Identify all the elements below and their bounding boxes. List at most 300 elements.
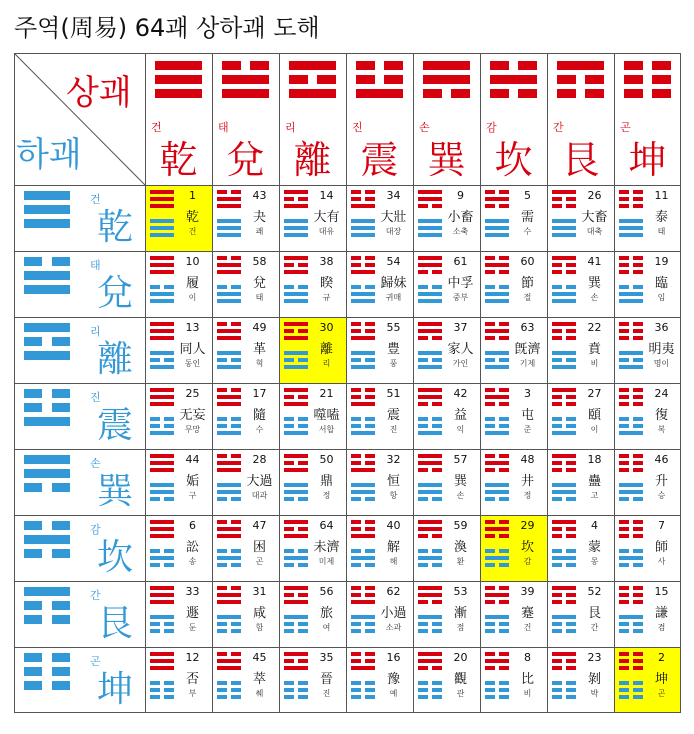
- hexagram-name: 旅: [319, 606, 333, 621]
- hexagram-number: 22: [587, 321, 602, 334]
- lower-trigram-symbol: [150, 417, 174, 435]
- lower-trigram-symbol: [24, 521, 70, 558]
- hexagram-korean: 태: [657, 227, 666, 236]
- hexagram-korean: 준: [523, 425, 532, 434]
- hexagram-number: 47: [252, 519, 267, 532]
- hexagram-cell: [480, 647, 547, 713]
- hexagram-cell: [279, 581, 346, 647]
- upper-trigram-symbol: [150, 256, 174, 274]
- trigram-hanja-label: 坤: [96, 669, 133, 710]
- upper-trigram-symbol: [222, 61, 269, 98]
- upper-trigram-symbol: [284, 520, 308, 538]
- hexagram-name: 坤: [654, 672, 668, 687]
- hexagram-korean: 소축: [452, 227, 469, 236]
- hexagram-number: 56: [319, 585, 334, 598]
- lower-trigram-symbol: [619, 417, 643, 435]
- upper-trigram-symbol: [150, 322, 174, 340]
- hexagram-number: 19: [654, 255, 669, 268]
- row-header-2: [14, 251, 145, 317]
- hexagram-korean: 비: [523, 689, 532, 698]
- hexagram-korean: 관: [456, 689, 465, 698]
- trigram-korean-label: 건: [151, 121, 162, 134]
- lower-trigram-symbol: [485, 681, 509, 699]
- lower-trigram-symbol: [418, 285, 442, 303]
- hexagram-name: 否: [185, 672, 199, 687]
- hexagram-cell: [480, 317, 547, 383]
- hexagram-cell: [212, 185, 279, 251]
- trigram-korean-label: 감: [90, 523, 101, 536]
- hexagram-number: 64: [319, 519, 334, 532]
- upper-trigram-symbol: [284, 388, 308, 406]
- upper-trigram-symbol: [423, 61, 470, 98]
- hexagram-name: 解: [386, 540, 400, 555]
- hexagram-name: 觀: [453, 672, 467, 687]
- lower-trigram-symbol: [552, 549, 576, 567]
- hexagram-number: 23: [587, 651, 602, 664]
- hexagram-korean: 구: [188, 491, 197, 500]
- hexagram-name: 晉: [319, 672, 333, 687]
- upper-trigram-symbol: [217, 652, 241, 670]
- trigram-korean-label: 리: [90, 325, 101, 338]
- hexagram-korean: 예: [389, 689, 398, 698]
- grid-line: [14, 581, 681, 582]
- hexagram-cell: [279, 515, 346, 581]
- hexagram-number: 29: [520, 519, 535, 532]
- hexagram-cell: [614, 449, 681, 515]
- corner-lower-label: 하괘: [16, 135, 82, 175]
- hexagram-name: 夬: [252, 210, 266, 225]
- hexagram-number: 30: [319, 321, 334, 334]
- hexagram-korean: 혁: [255, 359, 264, 368]
- hexagram-cell: [547, 515, 614, 581]
- hexagram-number: 8: [524, 651, 531, 664]
- upper-trigram-symbol: [150, 388, 174, 406]
- upper-trigram-symbol: [418, 190, 442, 208]
- hexagram-cell: [145, 317, 212, 383]
- hexagram-number: 38: [319, 255, 334, 268]
- hexagram-name: 鼎: [319, 474, 333, 489]
- hexagram-number: 6: [189, 519, 196, 532]
- hexagram-number: 1: [189, 189, 196, 202]
- hexagram-number: 57: [453, 453, 468, 466]
- hexagram-number: 17: [252, 387, 267, 400]
- hexagram-number: 24: [654, 387, 669, 400]
- hexagram-name: 旣濟: [514, 342, 541, 357]
- hexagram-number: 9: [457, 189, 464, 202]
- hexagram-name: 小過: [380, 606, 407, 621]
- grid-line: [14, 317, 681, 318]
- hexagram-name: 明夷: [648, 342, 675, 357]
- hexagram-cell: [279, 383, 346, 449]
- hexagram-number: 52: [587, 585, 602, 598]
- trigram-korean-label: 간: [90, 589, 101, 602]
- lower-trigram-symbol: [24, 323, 70, 360]
- trigram-hanja-label: 乾: [159, 138, 198, 182]
- hexagram-korean: 몽: [590, 557, 599, 566]
- trigram-hanja-label: 震: [360, 138, 399, 182]
- lower-trigram-symbol: [619, 681, 643, 699]
- upper-trigram-symbol: [284, 586, 308, 604]
- hexagram-number: 20: [453, 651, 468, 664]
- hexagram-korean: 간: [590, 623, 599, 632]
- lower-trigram-symbol: [351, 417, 375, 435]
- hexagram-cell: [346, 449, 413, 515]
- upper-trigram-symbol: [485, 520, 509, 538]
- lower-trigram-symbol: [418, 615, 442, 633]
- hexagram-cell: [145, 647, 212, 713]
- grid-line: [14, 251, 681, 252]
- hexagram-number: 15: [654, 585, 669, 598]
- upper-trigram-symbol: [418, 652, 442, 670]
- hexagram-number: 55: [386, 321, 401, 334]
- hexagram-cell: [346, 383, 413, 449]
- upper-trigram-symbol: [418, 586, 442, 604]
- row-header-6: [14, 515, 145, 581]
- hexagram-number: 14: [319, 189, 334, 202]
- hexagram-number: 42: [453, 387, 468, 400]
- lower-trigram-symbol: [217, 351, 241, 369]
- lower-trigram-symbol: [552, 417, 576, 435]
- upper-trigram-symbol: [356, 61, 403, 98]
- hexagram-number: 13: [185, 321, 200, 334]
- hexagram-name: 節: [520, 276, 534, 291]
- hexagram-name: 漸: [453, 606, 467, 621]
- hexagram-table: [14, 53, 681, 709]
- hexagram-cell: [547, 581, 614, 647]
- upper-trigram-symbol: [619, 652, 643, 670]
- hexagram-cell: [614, 251, 681, 317]
- upper-trigram-symbol: [351, 388, 375, 406]
- hexagram-name: 乾: [185, 210, 199, 225]
- upper-trigram-symbol: [284, 652, 308, 670]
- upper-trigram-symbol: [150, 586, 174, 604]
- upper-trigram-symbol: [150, 652, 174, 670]
- hexagram-cell: [413, 185, 480, 251]
- hexagram-cell: [279, 317, 346, 383]
- upper-trigram-symbol: [150, 454, 174, 472]
- hexagram-cell: [547, 383, 614, 449]
- trigram-korean-label: 손: [90, 457, 101, 470]
- hexagram-korean: 고: [590, 491, 599, 500]
- lower-trigram-symbol: [351, 483, 375, 501]
- hexagram-korean: 비: [590, 359, 599, 368]
- lower-trigram-symbol: [217, 219, 241, 237]
- hexagram-name: 巽: [453, 474, 467, 489]
- lower-trigram-symbol: [150, 351, 174, 369]
- hexagram-korean: 곤: [255, 557, 264, 566]
- upper-trigram-symbol: [418, 388, 442, 406]
- hexagram-name: 升: [654, 474, 668, 489]
- hexagram-number: 28: [252, 453, 267, 466]
- hexagram-number: 45: [252, 651, 267, 664]
- hexagram-cell: [480, 383, 547, 449]
- hexagram-name: 剝: [587, 672, 601, 687]
- hexagram-korean: 풍: [389, 359, 398, 368]
- hexagram-number: 25: [185, 387, 200, 400]
- hexagram-korean: 점: [456, 623, 465, 632]
- upper-trigram-symbol: [284, 256, 308, 274]
- upper-trigram-symbol: [485, 322, 509, 340]
- upper-trigram-symbol: [351, 256, 375, 274]
- upper-trigram-symbol: [155, 61, 202, 98]
- hexagram-korean: 무망: [184, 425, 201, 434]
- hexagram-cell: [145, 515, 212, 581]
- hexagram-number: 37: [453, 321, 468, 334]
- hexagram-number: 11: [654, 189, 669, 202]
- lower-trigram-symbol: [351, 285, 375, 303]
- lower-trigram-symbol: [217, 417, 241, 435]
- trigram-hanja-label: 離: [293, 138, 332, 182]
- lower-trigram-symbol: [284, 285, 308, 303]
- hexagram-cell: [614, 317, 681, 383]
- hexagram-cell: [279, 251, 346, 317]
- hexagram-number: 16: [386, 651, 401, 664]
- hexagram-korean: 손: [590, 293, 599, 302]
- trigram-hanja-label: 艮: [561, 138, 600, 182]
- row-header-8: [14, 647, 145, 713]
- hexagram-name: 困: [252, 540, 266, 555]
- hexagram-name: 豊: [386, 342, 400, 357]
- hexagram-number: 33: [185, 585, 200, 598]
- trigram-korean-label: 진: [90, 391, 101, 404]
- hexagram-korean: 여: [322, 623, 331, 632]
- hexagram-name: 賁: [587, 342, 601, 357]
- column-header-2: [212, 53, 279, 185]
- upper-trigram-symbol: [552, 322, 576, 340]
- hexagram-cell: [413, 251, 480, 317]
- trigram-korean-label: 진: [352, 121, 363, 134]
- hexagram-korean: 수: [255, 425, 264, 434]
- lower-trigram-symbol: [284, 351, 308, 369]
- hexagram-cell: [279, 647, 346, 713]
- upper-trigram-symbol: [552, 520, 576, 538]
- hexagram-cell: [212, 317, 279, 383]
- trigram-korean-label: 태: [90, 259, 101, 272]
- hexagram-cell: [547, 185, 614, 251]
- lower-trigram-symbol: [284, 549, 308, 567]
- upper-trigram-symbol: [490, 61, 537, 98]
- row-header-5: [14, 449, 145, 515]
- lower-trigram-symbol: [150, 219, 174, 237]
- hexagram-name: 噬嗑: [313, 408, 340, 423]
- trigram-hanja-label: 坎: [494, 138, 533, 182]
- hexagram-name: 未濟: [313, 540, 340, 555]
- trigram-hanja-label: 乾: [96, 207, 133, 248]
- upper-trigram-symbol: [552, 190, 576, 208]
- lower-trigram-symbol: [418, 417, 442, 435]
- hexagram-cell: [614, 581, 681, 647]
- trigram-hanja-label: 艮: [96, 603, 133, 644]
- hexagram-cell: [145, 251, 212, 317]
- hexagram-cell: [413, 647, 480, 713]
- hexagram-name: 歸妹: [380, 276, 407, 291]
- trigram-hanja-label: 震: [96, 405, 133, 446]
- hexagram-name: 臨: [654, 276, 668, 291]
- hexagram-name: 師: [654, 540, 668, 555]
- hexagram-name: 蹇: [520, 606, 534, 621]
- hexagram-korean: 건: [523, 623, 532, 632]
- grid-line: [14, 515, 681, 516]
- hexagram-name: 姤: [185, 474, 199, 489]
- grid-line: [14, 185, 681, 186]
- row-header-1: [14, 185, 145, 251]
- grid-line: [14, 383, 681, 384]
- lower-trigram-symbol: [485, 351, 509, 369]
- hexagram-korean: 사: [657, 557, 666, 566]
- lower-trigram-symbol: [150, 615, 174, 633]
- hexagram-korean: 귀매: [385, 293, 402, 302]
- trigram-korean-label: 리: [285, 121, 296, 134]
- hexagram-name: 屯: [520, 408, 534, 423]
- lower-trigram-symbol: [485, 615, 509, 633]
- hexagram-korean: 손: [456, 491, 465, 500]
- trigram-korean-label: 감: [486, 121, 497, 134]
- upper-trigram-symbol: [351, 652, 375, 670]
- hexagram-name: 大壯: [380, 210, 407, 225]
- lower-trigram-symbol: [418, 681, 442, 699]
- hexagram-korean: 정: [322, 491, 331, 500]
- trigram-hanja-label: 坤: [628, 138, 667, 182]
- hexagram-cell: [145, 581, 212, 647]
- lower-trigram-symbol: [351, 681, 375, 699]
- hexagram-cell: [346, 647, 413, 713]
- upper-trigram-symbol: [217, 322, 241, 340]
- trigram-hanja-label: 巽: [427, 138, 466, 182]
- hexagram-cell: [212, 515, 279, 581]
- upper-trigram-symbol: [552, 454, 576, 472]
- upper-trigram-symbol: [217, 454, 241, 472]
- hexagram-cell: [413, 383, 480, 449]
- lower-trigram-symbol: [217, 285, 241, 303]
- hexagram-korean: 기제: [519, 359, 536, 368]
- hexagram-korean: 박: [590, 689, 599, 698]
- hexagram-korean: 둔: [188, 623, 197, 632]
- hexagram-cell: [279, 449, 346, 515]
- hexagram-number: 18: [587, 453, 602, 466]
- trigram-hanja-label: 巽: [96, 471, 133, 512]
- hexagram-name: 訟: [185, 540, 199, 555]
- hexagram-number: 46: [654, 453, 669, 466]
- lower-trigram-symbol: [552, 219, 576, 237]
- hexagram-number: 21: [319, 387, 334, 400]
- hexagram-number: 10: [185, 255, 200, 268]
- hexagram-korean: 복: [657, 425, 666, 434]
- hexagram-name: 小畜: [447, 210, 474, 225]
- column-header-8: [614, 53, 681, 185]
- trigram-korean-label: 손: [419, 121, 430, 134]
- hexagram-cell: [547, 317, 614, 383]
- corner-upper-label: 상괘: [66, 73, 132, 113]
- hexagram-number: 43: [252, 189, 267, 202]
- hexagram-korean: 가인: [452, 359, 469, 368]
- hexagram-name: 恒: [386, 474, 400, 489]
- hexagram-name: 離: [319, 342, 333, 357]
- upper-trigram-symbol: [485, 256, 509, 274]
- lower-trigram-symbol: [284, 483, 308, 501]
- hexagram-korean: 감: [523, 557, 532, 566]
- hexagram-number: 27: [587, 387, 602, 400]
- lower-trigram-symbol: [24, 191, 70, 228]
- upper-trigram-symbol: [619, 322, 643, 340]
- lower-trigram-symbol: [351, 549, 375, 567]
- hexagram-name: 蠱: [587, 474, 601, 489]
- lower-trigram-symbol: [552, 351, 576, 369]
- lower-trigram-symbol: [24, 455, 70, 492]
- hexagram-korean: 대축: [586, 227, 603, 236]
- hexagram-korean: 임: [657, 293, 666, 302]
- trigram-korean-label: 건: [90, 193, 101, 206]
- lower-trigram-symbol: [217, 549, 241, 567]
- lower-trigram-symbol: [217, 483, 241, 501]
- upper-trigram-symbol: [418, 322, 442, 340]
- hexagram-number: 50: [319, 453, 334, 466]
- hexagram-korean: 부: [188, 689, 197, 698]
- row-header-3: [14, 317, 145, 383]
- hexagram-name: 家人: [447, 342, 474, 357]
- hexagram-cell: [614, 515, 681, 581]
- upper-trigram-symbol: [284, 190, 308, 208]
- hexagram-cell: [145, 383, 212, 449]
- hexagram-name: 比: [520, 672, 534, 687]
- hexagram-number: 35: [319, 651, 334, 664]
- hexagram-number: 62: [386, 585, 401, 598]
- lower-trigram-symbol: [24, 587, 70, 624]
- lower-trigram-symbol: [485, 417, 509, 435]
- hexagram-number: 58: [252, 255, 267, 268]
- hexagram-name: 革: [252, 342, 266, 357]
- grid-line: [14, 53, 681, 54]
- hexagram-name: 遯: [185, 606, 199, 621]
- hexagram-name: 中孚: [447, 276, 474, 291]
- hexagram-number: 61: [453, 255, 468, 268]
- hexagram-name: 大過: [246, 474, 273, 489]
- upper-trigram-symbol: [150, 520, 174, 538]
- lower-trigram-symbol: [619, 351, 643, 369]
- hexagram-korean: 수: [523, 227, 532, 236]
- hexagram-cell: [413, 317, 480, 383]
- hexagram-name: 同人: [179, 342, 206, 357]
- hexagram-cell: [346, 515, 413, 581]
- hexagram-cell: [346, 185, 413, 251]
- hexagram-name: 豫: [386, 672, 400, 687]
- hexagram-number: 59: [453, 519, 468, 532]
- hexagram-cell: [212, 383, 279, 449]
- trigram-hanja-label: 離: [96, 339, 133, 380]
- upper-trigram-symbol: [557, 61, 604, 98]
- lower-trigram-symbol: [24, 653, 70, 690]
- hexagram-name: 井: [520, 474, 534, 489]
- column-header-5: [413, 53, 480, 185]
- upper-trigram-symbol: [619, 190, 643, 208]
- upper-trigram-symbol: [418, 256, 442, 274]
- hexagram-name: 咸: [252, 606, 266, 621]
- lower-trigram-symbol: [24, 257, 70, 294]
- hexagram-korean: 동인: [184, 359, 201, 368]
- hexagram-name: 益: [453, 408, 467, 423]
- hexagram-korean: 태: [255, 293, 264, 302]
- lower-trigram-symbol: [217, 615, 241, 633]
- upper-trigram-symbol: [619, 256, 643, 274]
- trigram-hanja-label: 坎: [96, 537, 133, 578]
- hexagram-korean: 대유: [318, 227, 335, 236]
- lower-trigram-symbol: [485, 219, 509, 237]
- upper-trigram-symbol: [619, 388, 643, 406]
- hexagram-cell: [212, 647, 279, 713]
- upper-trigram-symbol: [552, 586, 576, 604]
- upper-trigram-symbol: [351, 322, 375, 340]
- hexagram-korean: 이: [590, 425, 599, 434]
- corner-header: [14, 53, 145, 185]
